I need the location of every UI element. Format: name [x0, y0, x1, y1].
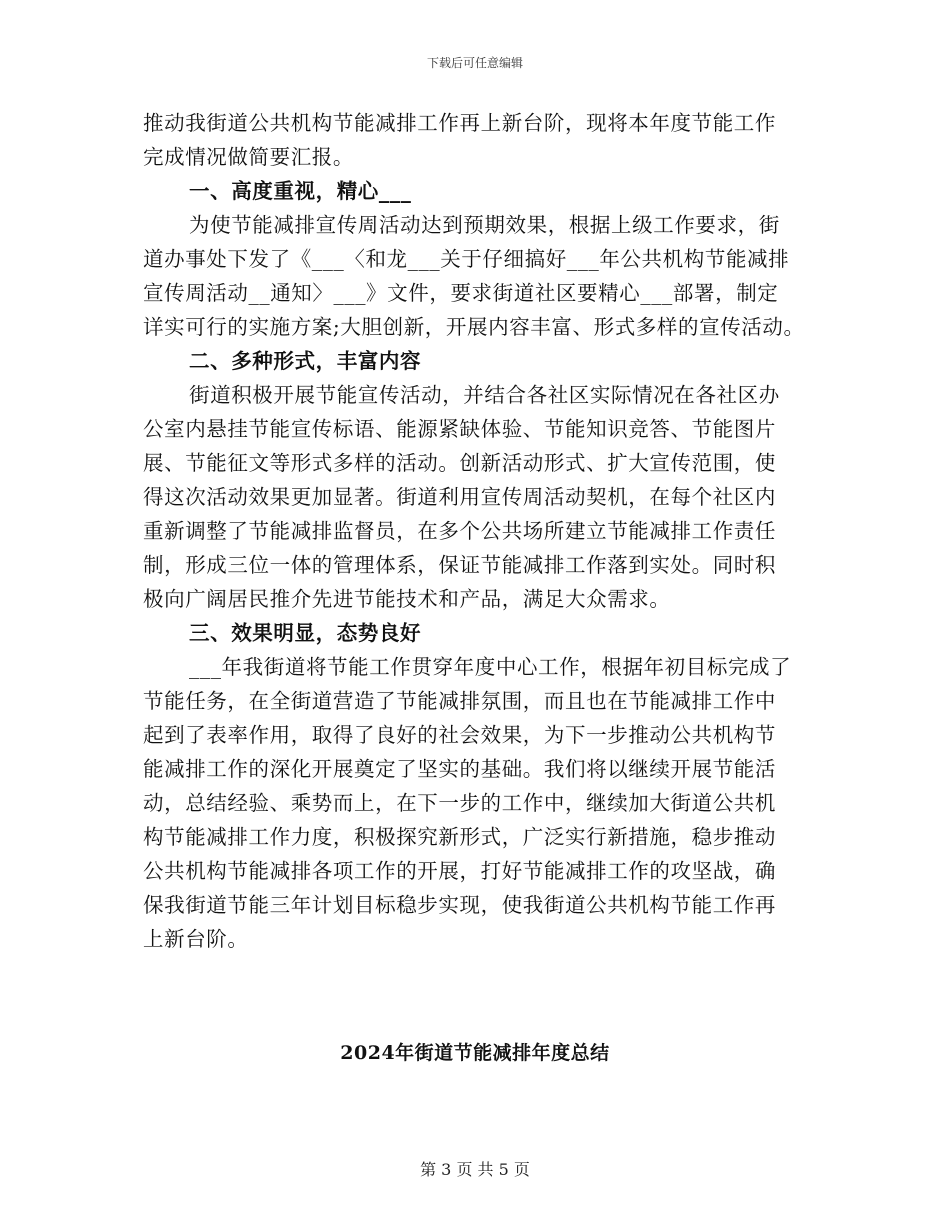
paragraph-line: 动，总结经验、乘势而上，在下一步的工作中，继续加大街道公共机 — [143, 791, 776, 815]
paragraph-line: 制，形成三位一体的管理体系，保证节能减排工作落到实处。同时积 — [143, 553, 776, 577]
section-heading: 一、高度重视，精心___ — [189, 179, 412, 203]
section-heading: 二、多种形式，丰富内容 — [189, 349, 422, 373]
paragraph-line: 上新台阶。 — [143, 927, 249, 951]
page-header: 下载后可任意编辑 — [426, 56, 523, 70]
paragraph-line: 街道积极开展节能宣传活动，并结合各社区实际情况在各社区办 — [189, 383, 780, 407]
paragraph-line: 保我街道节能三年计划目标稳步实现，使我街道公共机构节能工作再 — [143, 893, 776, 917]
paragraph-line: 公共机构节能减排各项工作的开展，打好节能减排工作的攻坚战，确 — [143, 859, 776, 883]
paragraph-line: 详实可行的实施方案;大胆创新，开展内容丰富、形式多样的宣传活动。 — [143, 315, 805, 339]
paragraph-line: 构节能减排工作力度，积极探究新形式，广泛实行新措施，稳步推动 — [143, 825, 776, 849]
paragraph-line: 得这次活动效果更加显著。街道利用宣传周活动契机，在每个社区内 — [143, 485, 776, 509]
paragraph-line: 重新调整了节能减排监督员，在多个公共场所建立节能减排工作责任 — [143, 519, 776, 543]
paragraph-line: 推动我街道公共机构节能减排工作再上新台阶，现将本年度节能工作 — [143, 111, 776, 135]
paragraph-line: 节能任务，在全街道营造了节能减排氛围，而且也在节能减排工作中 — [143, 689, 776, 713]
document-body — [143, 106, 823, 956]
paragraph-line: 公室内悬挂节能宣传标语、能源紧缺体验、节能知识竞答、节能图片 — [143, 417, 776, 441]
paragraph-line: 能减排工作的深化开展奠定了坚实的基础。我们将以继续开展节能活 — [143, 757, 776, 781]
paragraph-line: 极向广阔居民推介先进节能技术和产品，满足大众需求。 — [143, 587, 671, 611]
paragraph-line: 展、节能征文等形式多样的活动。创新活动形式、扩大宣传范围，使 — [143, 451, 776, 475]
paragraph-line: 为使节能减排宣传周活动达到预期效果，根据上级工作要求，街 — [189, 213, 780, 237]
paragraph-line: ___年我街道将节能工作贯穿年度中心工作，根据年初目标完成了 — [189, 655, 792, 679]
paragraph-line: 宣传周活动__通知〉___》文件，要求街道社区要精心___部署，制定 — [143, 281, 779, 305]
page-footer: 第 3 页 共 5 页 — [420, 1160, 530, 1179]
document-title: 2024年街道节能减排年度总结 — [340, 1042, 610, 1064]
paragraph-line: 起到了表率作用，取得了良好的社会效果，为下一步推动公共机构节 — [143, 723, 776, 747]
section-heading: 三、效果明显，态势良好 — [189, 621, 422, 645]
paragraph-line: 完成情况做简要汇报。 — [143, 145, 354, 169]
paragraph-line: 道办事处下发了《___〈和龙___关于仔细搞好___年公共机构节能减排 — [143, 247, 790, 271]
